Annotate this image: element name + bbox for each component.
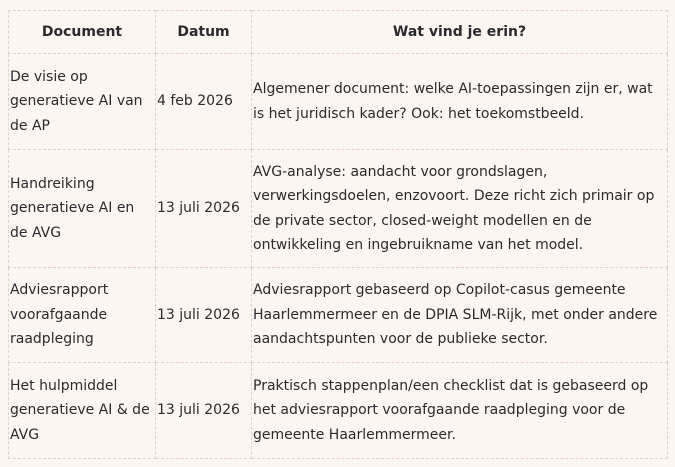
column-header-inhoud: Wat vind je erin? bbox=[252, 11, 668, 54]
cell-document: Handreiking generatieve AI en de AVG bbox=[9, 150, 156, 268]
table-row bbox=[9, 54, 668, 150]
cell-inhoud: AVG-analyse: aandacht voor grondslagen, verwerkingsdoelen, enzovoort. Deze richt zich primair op de private sector, closed-weight modellen en de ontwikkeling en ingebruikname van het model. bbox=[252, 150, 668, 268]
header-row bbox=[9, 11, 668, 54]
cell-datum: 13 juli 2026 bbox=[156, 363, 252, 459]
cell-datum: 13 juli 2026 bbox=[156, 268, 252, 363]
table-row bbox=[9, 268, 668, 363]
cell-document: De visie op generatieve AI van de AP bbox=[9, 54, 156, 150]
column-header-document: Document bbox=[9, 11, 156, 54]
cell-inhoud: Adviesrapport gebaseerd op Copilot-casus gemeente Haarlemmermeer en de DPIA SLM-Rijk, met onder andere aandachtspunten voor de publieke sector. bbox=[252, 268, 668, 363]
cell-inhoud: Praktisch stappenplan/een checklist dat is gebaseerd op het adviesrapport voorafgaande raadpleging voor de gemeente Haarlemmermeer. bbox=[252, 363, 668, 459]
cell-document: Het hulpmiddel generatieve AI & de AVG bbox=[9, 363, 156, 459]
cell-datum: 13 juli 2026 bbox=[156, 150, 252, 268]
cell-document: Adviesrapport voorafgaande raadpleging bbox=[9, 268, 156, 363]
cell-datum: 4 feb 2026 bbox=[156, 54, 252, 150]
table-body bbox=[9, 54, 668, 459]
cell-inhoud: Algemener document: welke AI-toepassingen zijn er, wat is het juridisch kader? Ook: het toekomstbeeld. bbox=[252, 54, 668, 150]
column-header-datum: Datum bbox=[156, 11, 252, 54]
table-header bbox=[9, 11, 668, 54]
table-row bbox=[9, 150, 668, 268]
table-row bbox=[9, 363, 668, 459]
document-table bbox=[8, 10, 668, 459]
